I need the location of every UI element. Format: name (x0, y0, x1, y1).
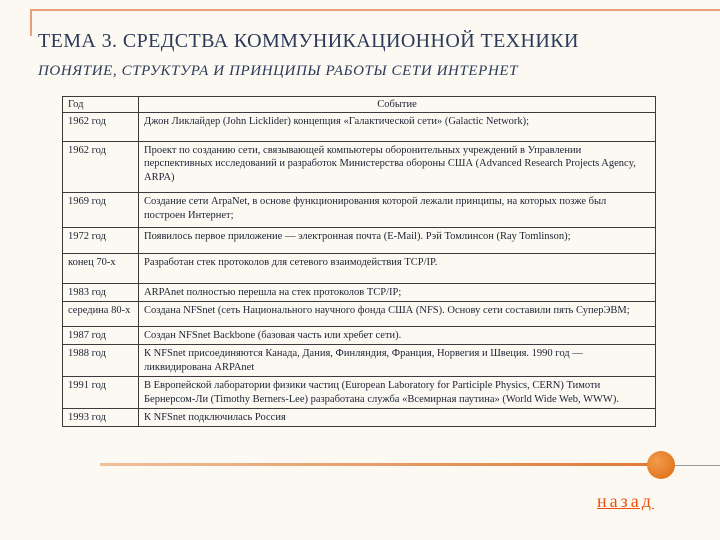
table-row (63, 141, 656, 192)
events-table-body (63, 113, 656, 427)
event-cell: К NFSnet подключилась Россия (139, 409, 656, 427)
table-row (63, 283, 656, 301)
year-cell: 1962 год (63, 141, 139, 192)
frame-top-line (30, 9, 720, 11)
event-cell: Разработан стек протоколов для сетевого взаимодействия TCP/IP. (139, 253, 656, 283)
decorative-circle (647, 451, 675, 479)
footer-accent-line (100, 463, 648, 466)
event-cell: Создание сети ArpaNet, в основе функционирования которой лежали принципы, на которых позже был построен Интернет; (139, 193, 656, 228)
event-cell: Создана NFSnet (сеть Национального научного фонда США (NFS). Основу сети составили пять СуперЭВМ; (139, 302, 656, 326)
table-row (63, 228, 656, 253)
year-cell: 1972 год (63, 228, 139, 253)
year-cell: середина 80-х (63, 302, 139, 326)
event-column-header: Событие (139, 97, 656, 113)
year-cell: 1962 год (63, 113, 139, 141)
event-cell: Создан NFSnet Backbone (базовая часть или хребет сети). (139, 326, 656, 344)
frame-left-line (30, 9, 32, 36)
event-cell: Появилось первое приложение — электронная почта (E-Mail). Рэй Томлинсон (Ray Tomlinson); (139, 228, 656, 253)
event-cell: ARPAnet полностью перешла на стек протоколов TCP/IP; (139, 283, 656, 301)
table-row (63, 409, 656, 427)
table-row (63, 193, 656, 228)
year-cell: 1969 год (63, 193, 139, 228)
table-row (63, 253, 656, 283)
event-cell: В Европейской лаборатории физики частиц (European Laboratory for Participle Physics, CERN) Тимоти Бернерсом-Ли (Timothy Berners-Lee) разработана служба «Всемирная паутина» (World Wide Web, WWW). (139, 377, 656, 409)
year-cell: 1991 год (63, 377, 139, 409)
year-cell: 1993 год (63, 409, 139, 427)
year-column-header: Год (63, 97, 139, 113)
year-cell: 1988 год (63, 345, 139, 377)
event-cell: Джон Ликлайдер (John Licklider) концепция «Галактической сети» (Galactic Network); (139, 113, 656, 141)
event-cell: Проект по созданию сети, связывающей компьютеры оборонительных учреждений в Управлении перспективных исследований и разработок Министерства обороны США (Advanced Research Projects Agency, ARPA) (139, 141, 656, 192)
events-table (62, 96, 656, 427)
year-cell: 1983 год (63, 283, 139, 301)
slide-title: ТЕМА 3. СРЕДСТВА КОММУНИКАЦИОННОЙ ТЕХНИКИ (38, 30, 579, 52)
table-header-row (63, 97, 656, 113)
event-cell: К NFSnet присоединяются Канада, Дания, Финляндия, Франция, Норвегия и Швеция. 1990 год — ликвидирована ARPAnet (139, 345, 656, 377)
slide-subtitle: ПОНЯТИЕ, СТРУКТУРА И ПРИНЦИПЫ РАБОТЫ СЕТИ ИНТЕРНЕТ (38, 63, 519, 79)
year-cell: конец 70-х (63, 253, 139, 283)
table-row (63, 377, 656, 409)
table-row (63, 302, 656, 326)
table-row (63, 345, 656, 377)
year-cell: 1987 год (63, 326, 139, 344)
table-row (63, 113, 656, 141)
table-row (63, 326, 656, 344)
back-link[interactable]: назад (597, 491, 654, 511)
